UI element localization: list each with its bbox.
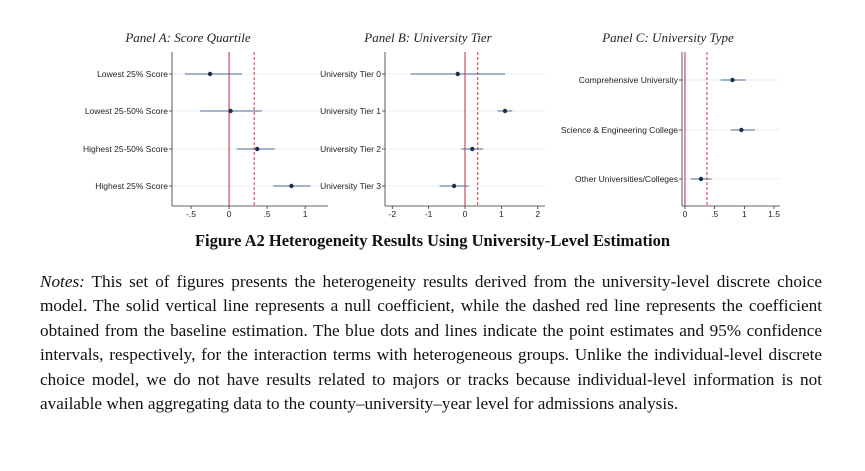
panel-2-point-estimate (452, 184, 456, 188)
panel-3-title: Panel C: University Type (602, 30, 734, 45)
panel-3-point-estimate (730, 78, 734, 82)
panel-2-x-tick-label: 0 (462, 209, 468, 219)
panel-3-x-tick-label: 0 (682, 209, 688, 219)
panel-3-category-label: Other Universities/Colleges (575, 174, 678, 184)
figure-notes (40, 270, 822, 416)
notes-text: This set of figures presents the heterogeneity results derived from the university-level discrete choice model. The solid vertical line represents a null coefficient, while the dashed red line represents the coefficient obtained from the baseline estimation. The blue dots and lines indicate the point estimates and 95% confidence intervals, respectively, for the interaction terms with heterogeneous groups. Unlike the individual-level discrete choice model, we do not have results related to majors or tracks because individual-level information is not available when aggregating data to the county–university–year level for admissions analysis. (40, 272, 822, 414)
panel-2-category-label: University Tier 2 (320, 144, 381, 154)
panel-1-category-label: Lowest 25% Score (97, 69, 168, 79)
panel-1-x-tick-label: 0 (226, 209, 232, 219)
panel-3-x-tick-label: .5 (711, 209, 719, 219)
panel-3-category-label: Comprehensive University (578, 75, 678, 85)
panel-2-point-estimate (503, 109, 507, 113)
panel-2-x-tick-label: -1 (424, 209, 433, 219)
panel-2-x-tick-label: 2 (535, 209, 541, 219)
panel-1-point-estimate (289, 184, 293, 188)
panel-1-title: Panel A: Score Quartile (125, 30, 251, 45)
panel-1-point-estimate (228, 109, 232, 113)
panel-2-x-tick-label: -2 (388, 209, 397, 219)
coefficient-plots-svg (0, 0, 865, 228)
panel-2-x-tick-label: 1 (498, 209, 504, 219)
panel-3-point-estimate (739, 128, 743, 132)
figure-panels (0, 0, 865, 228)
panel-2-title: Panel B: University Tier (364, 30, 492, 45)
panel-3-category-label: Science & Engineering College (560, 125, 678, 135)
panel-1-point-estimate (255, 147, 259, 151)
panel-3-point-estimate (699, 177, 703, 181)
notes-label: Notes: (40, 272, 85, 291)
panel-3-x-tick-label: 1.5 (768, 209, 780, 219)
panel-1-point-estimate (208, 72, 212, 76)
panel-3-x-tick-label: 1 (741, 209, 747, 219)
panel-1-x-tick-label: 1 (302, 209, 308, 219)
panel-2-category-label: University Tier 1 (320, 106, 381, 116)
panel-1-category-label: Highest 25-50% Score (82, 144, 168, 154)
panel-2-point-estimate (470, 147, 474, 151)
panel-1-x-tick-label: .5 (263, 209, 271, 219)
figure-caption: Figure A2 Heterogeneity Results Using University-Level Estimation (194, 231, 671, 250)
panel-2-category-label: University Tier 3 (320, 181, 381, 191)
panel-2-point-estimate (456, 72, 460, 76)
panel-1-category-label: Lowest 25-50% Score (84, 106, 168, 116)
panel-2-category-label: University Tier 0 (320, 69, 381, 79)
panel-1-category-label: Highest 25% Score (95, 181, 168, 191)
panel-1-x-tick-label: -.5 (186, 209, 196, 219)
